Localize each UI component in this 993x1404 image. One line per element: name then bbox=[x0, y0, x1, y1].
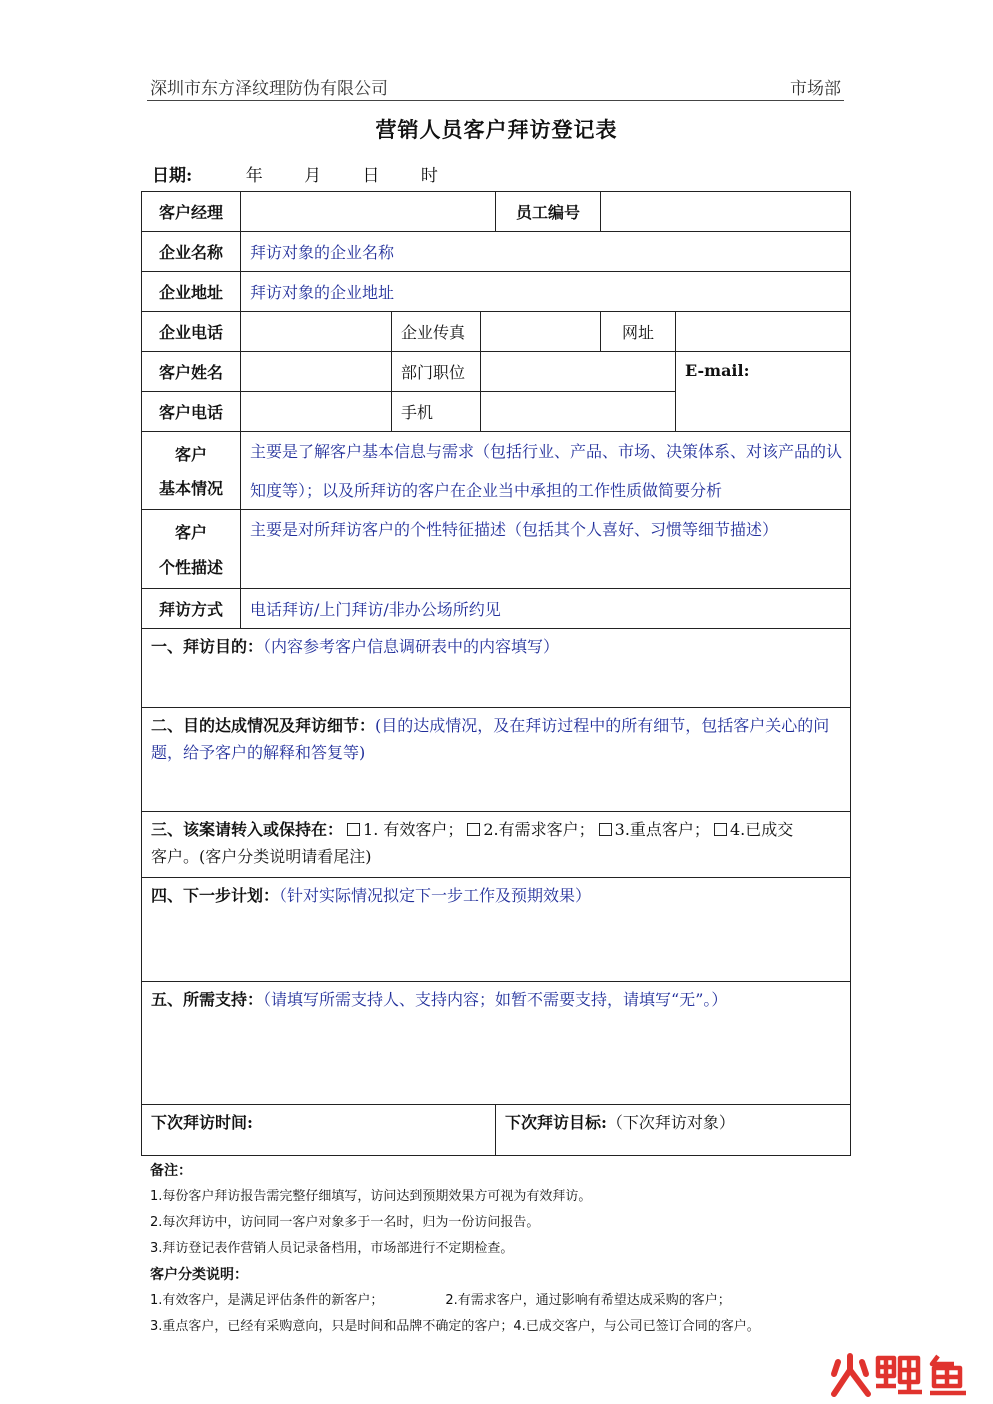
visit-form-table bbox=[141, 191, 851, 1156]
page-header bbox=[147, 70, 844, 101]
watermark-logo bbox=[826, 1352, 976, 1398]
date-hour: 时 bbox=[420, 166, 438, 186]
checkbox-demand-client[interactable] bbox=[467, 823, 480, 836]
company-fax-label: 企业传真 bbox=[392, 312, 481, 352]
remark-title: 备注： bbox=[150, 1163, 192, 1179]
account-manager-field[interactable] bbox=[241, 192, 496, 232]
section1-hint: （内容参考客户信息调研表中的内容填写） bbox=[263, 637, 560, 656]
section3-tail: 客户。(客户分类说明请看尾注) bbox=[151, 847, 372, 866]
option-closed-client: 4.已成交 bbox=[729, 820, 794, 839]
class-title: 客户分类说明： bbox=[150, 1267, 248, 1283]
date-year: 年 bbox=[245, 166, 263, 186]
account-manager-label: 客户经理 bbox=[142, 192, 241, 232]
next-visit-goal-field[interactable] bbox=[496, 1105, 850, 1155]
remark-1: 1.每份客户拜访报告需完整仔细填写，访问达到预期效果方可视为有效拜访。 bbox=[150, 1189, 592, 1204]
basic-info-label-line1: 客户 bbox=[174, 444, 207, 464]
section-next-plan[interactable] bbox=[142, 878, 850, 982]
personality-label-line2: 个性描述 bbox=[158, 558, 223, 577]
visit-method-label: 拜访方式 bbox=[142, 589, 241, 629]
class-line-1 bbox=[150, 1288, 870, 1314]
company-fax-field[interactable] bbox=[481, 312, 601, 352]
date-day: 日 bbox=[362, 166, 380, 186]
checkbox-key-client[interactable] bbox=[599, 823, 612, 836]
section-visit-details[interactable] bbox=[142, 708, 850, 812]
date-label: 日期: bbox=[152, 166, 193, 186]
personality-label-line1: 客户 bbox=[174, 523, 207, 542]
option-key-client: 3.重点客户； bbox=[614, 820, 710, 839]
company-name: 深圳市东方泽纹理防伪有限公司 bbox=[150, 79, 388, 99]
basic-info-label bbox=[142, 432, 241, 510]
section2-hint: (目的达成情况，及在拜访过程中的所有细节，包括客户关心的问题，给予客户的解释和答复等) bbox=[151, 716, 830, 762]
company-phone-field[interactable] bbox=[241, 312, 392, 352]
client-name-field[interactable] bbox=[241, 352, 392, 392]
date-row bbox=[152, 161, 438, 186]
section-support-needed[interactable] bbox=[142, 982, 850, 1105]
section2-title: 二、目的达成情况及拜访细节： bbox=[151, 716, 376, 735]
section5-hint: （请填写所需支持人、支持内容；如暂不需要支持，请填写“无”。） bbox=[263, 990, 728, 1009]
section3-title: 三、该案请转入或保持在： bbox=[151, 820, 344, 839]
section-visit-purpose[interactable] bbox=[142, 629, 850, 708]
mobile-label: 手机 bbox=[392, 392, 481, 432]
company-name-field[interactable]: 拜访对象的企业名称 bbox=[241, 232, 850, 272]
class-3: 3.重点客户，已经有采购意向，只是时间和品牌不确定的客户；4.已成交客户，与公司已签订合同的客户。 bbox=[150, 1319, 760, 1334]
company-phone-label: 企业电话 bbox=[142, 312, 241, 352]
section5-title: 五、所需支持： bbox=[151, 990, 264, 1009]
section1-title: 一、拜访目的： bbox=[151, 637, 264, 656]
next-visit-goal-label: 下次拜访目标: bbox=[505, 1113, 607, 1132]
option-demand-client: 2.有需求客户； bbox=[483, 820, 595, 839]
class-1: 1.有效客户，是满足评估条件的新客户； bbox=[150, 1293, 384, 1308]
remark-2: 2.每次拜访中，访问同一客户对象多于一名时，归为一份访问报告。 bbox=[150, 1215, 540, 1230]
client-phone-field[interactable] bbox=[241, 392, 392, 432]
company-name-label: 企业名称 bbox=[142, 232, 241, 272]
mobile-field[interactable] bbox=[481, 392, 676, 432]
dept-position-field[interactable] bbox=[481, 352, 676, 392]
employee-id-label: 员工编号 bbox=[496, 192, 601, 232]
next-visit-time-field[interactable] bbox=[142, 1105, 496, 1155]
date-month: 月 bbox=[304, 166, 322, 186]
personality-field[interactable]: 主要是对所拜访客户的个性特征描述（包括其个人喜好、习惯等细节描述） bbox=[241, 510, 850, 589]
next-visit-time-label: 下次拜访时间: bbox=[151, 1113, 253, 1132]
employee-id-field[interactable] bbox=[601, 192, 850, 232]
remark-3: 3.拜访登记表作营销人员记录备档用，市场部进行不定期检查。 bbox=[150, 1241, 514, 1256]
visit-method-field[interactable]: 电话拜访/上门拜访/非办公场所约见 bbox=[241, 589, 850, 629]
company-address-field[interactable]: 拜访对象的企业地址 bbox=[241, 272, 850, 312]
website-label: 网址 bbox=[601, 312, 676, 352]
checkbox-valid-client[interactable] bbox=[347, 823, 360, 836]
option-valid-client: 1. 有效客户； bbox=[363, 820, 464, 839]
company-address-label: 企业地址 bbox=[142, 272, 241, 312]
watermark-logo-graphic bbox=[826, 1352, 976, 1398]
section-client-category bbox=[142, 812, 850, 878]
section4-title: 四、下一步计划： bbox=[151, 886, 280, 905]
footnotes bbox=[150, 1160, 870, 1340]
basic-info-field[interactable]: 主要是了解客户基本信息与需求（包括行业、产品、市场、决策体系、对该产品的认知度等）；以及所拜访的客户在企业当中承担的工作性质做简要分析 bbox=[241, 432, 850, 510]
class-2: 2.有需求客户，通过影响有希望达成采购的客户； bbox=[445, 1293, 731, 1308]
form-title: 营销人员客户拜访登记表 bbox=[375, 117, 618, 142]
personality-label bbox=[142, 510, 241, 589]
dept-position-label: 部门职位 bbox=[392, 352, 481, 392]
next-visit-goal-hint: （下次拜访对象） bbox=[606, 1113, 735, 1132]
section4-hint: （针对实际情况拟定下一步工作及预期效果） bbox=[279, 886, 592, 905]
watermark-text bbox=[976, 1352, 977, 1353]
client-phone-label: 客户电话 bbox=[142, 392, 241, 432]
email-field[interactable]: E-mail: bbox=[676, 352, 850, 432]
basic-info-label-line2: 基本情况 bbox=[158, 479, 223, 499]
website-field[interactable] bbox=[676, 312, 850, 352]
client-name-label: 客户姓名 bbox=[142, 352, 241, 392]
department-name: 市场部 bbox=[790, 79, 841, 99]
checkbox-closed-client[interactable] bbox=[714, 823, 727, 836]
